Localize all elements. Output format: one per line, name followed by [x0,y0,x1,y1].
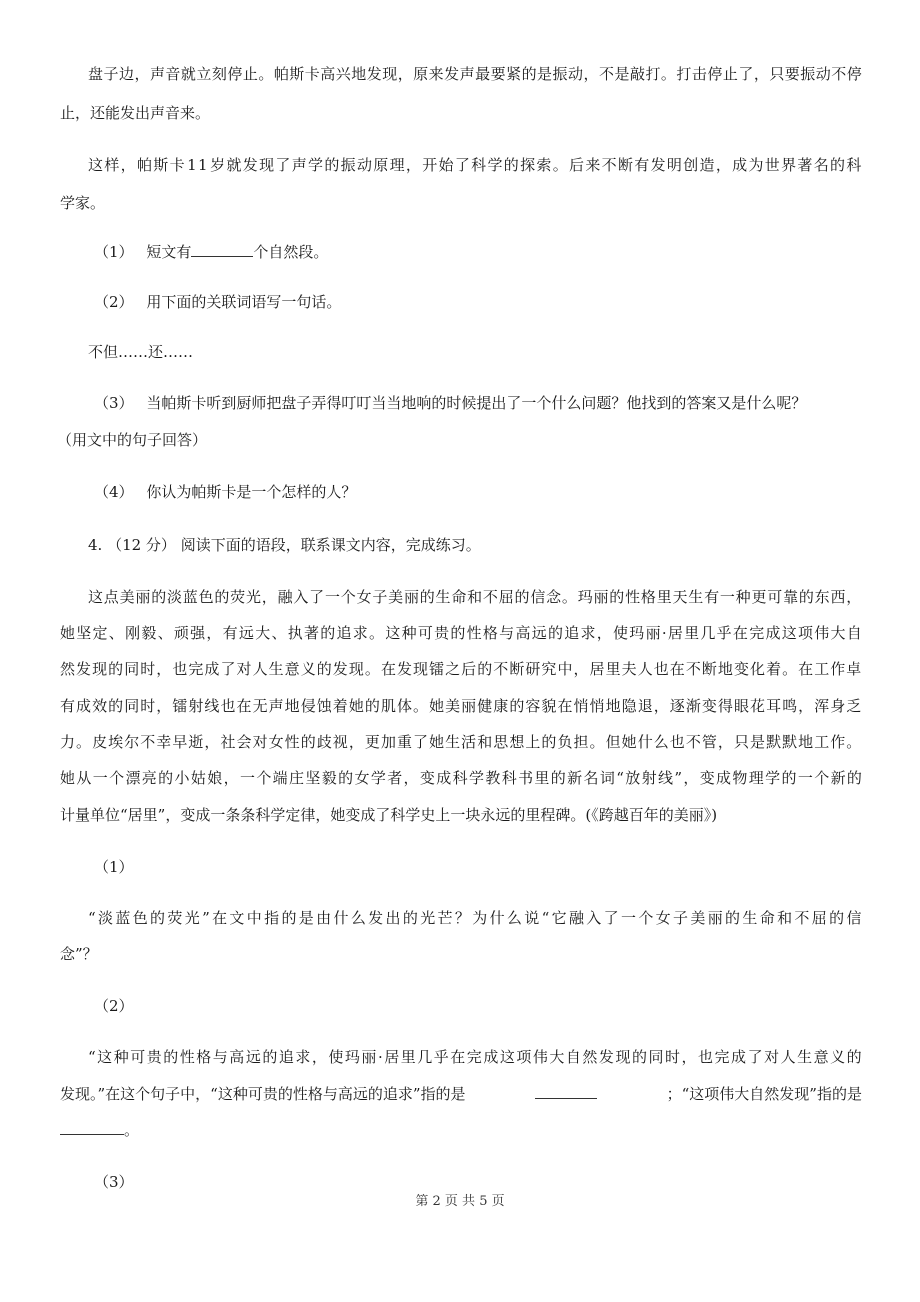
passage-line: 这 点 美 丽 的 淡 蓝 色 的 荧 光 ， 融 入 了 一 个 女 子 美 丽 的 生 命 和 不 屈 的 信 念 。 玛 丽 的 性 格 里 天 生 有 一 种 更 可 靠 的 东 西 ， [88,588,862,606]
passage-line: 力 。 皮 埃 尔 不 幸 早 逝 ， 社 会 对 女 性 的 歧 视 ， 更 加 重 了 她 生 活 和 思 想 上 的 负 担 。 但 她 什 么 也 不 管 ， 只 是 默 默 地 工 作 。 [60,733,862,751]
answer-blank[interactable] [535,1084,597,1099]
story-line: 盘 子 边 ， 声 音 就 立 刻 停 止 。 帕 斯 卡 高 兴 地 发 现 ， 原 来 发 声 最 要 紧 的 是 振 动 ， 不 是 敲 打 。 打 击 停 止 了 ， 只 要 振 动 不 停 [88,65,862,83]
question-4-1-text: “ 淡 蓝 色 的 荧 光 ” 在 文 中 指 的 是 由 什 么 发 出 的 光 芒 ？ 为 什 么 说 “ 它 融 入 了 一 个 女 子 美 丽 的 生 命 和 不 屈 的 信 [88,909,862,927]
sub-question-text: 你认为帕斯卡是一个怎样的人？ [146,483,357,501]
question-4-2-text: 发现。”在这个句子中，“这种可贵的性格与高远的追求”指的是 ；“这项伟大自然发现”指的是 [60,1085,862,1103]
passage-line: 有 成 效 的 同 时 ， 镭 射 线 也 在 无 声 地 侵 蚀 着 她 的 肌 体 。 她 美 丽 健 康 的 容 貌 在 悄 悄 地 隐 退 ， 逐 渐 变 得 眼 花 耳 鸣 ， 浑 身 乏 [60,697,862,715]
question-4-2-number: （2） [94,997,134,1015]
question-3-2 [94,292,341,312]
answer-blank[interactable] [191,242,253,257]
question-4-1-number: （1） [94,858,134,876]
page-footer: 第 2 页 共 5 页 [415,1194,505,1209]
question-3-4 [94,482,356,502]
sub-question-text: 当帕斯卡听到厨师把盘子弄得叮叮当当地响的时候提出了一个什么问题？他找到的答案又是什么呢？ [146,394,807,412]
sub-question-number: （1） [94,243,134,261]
question-3-3 [94,393,806,413]
story-line: 止，还能发出声音来。 [60,104,211,122]
question-4-1-text: 念”？ [60,945,98,963]
sub-question-number: （2） [94,293,134,311]
connective-words: 不但……还…… [88,343,194,361]
passage-line: 她 坚 定 、 刚 毅 、 顽 强 ， 有 远 大 、 执 著 的 追 求 。 这 种 可 贵 的 性 格 与 高 远 的 追 求 ， 使 玛 丽 · 居 里 几 乎 在 完 成 这 项 伟 大 自 [60,624,862,642]
passage-line: 然 发 现 的 同 时 ， 也 完 成 了 对 人 生 意 义 的 发 现 。 在 发 现 镭 之 后 的 不 断 研 究 中 ， 居 里 夫 人 也 在 不 断 地 变 化 着 。 在 工 作 卓 [60,660,862,678]
sub-question-text: 短文有 [146,243,192,261]
story-line: 这 样 ， 帕 斯 卡 1 1 岁 就 发 现 了 声 学 的 振 动 原 理 ， 开 始 了 科 学 的 探 索 。 后 来 不 断 有 发 明 创 造 ， 成 为 世 界 著 名 的 科 [88,156,862,174]
story-line: 学家。 [60,194,106,212]
sub-question-text: 用下面的关联词语写一句话。 [146,293,342,311]
question-4-2-text: “ 这 种 可 贵 的 性 格 与 高 远 的 追 求 ， 使 玛 丽 · 居 里 几 乎 在 完 成 这 项 伟 大 自 然 发 现 的 同 时 ， 也 完 成 了 对 人 生 意 义 的 [88,1048,862,1066]
question-4-3-number: （3） [94,1173,134,1191]
answer-note: （用文中的句子回答） [57,431,208,449]
question-3-1 [94,242,328,262]
answer-blank[interactable] [60,1120,124,1135]
question-4-2-text: 。 [60,1120,139,1140]
sub-question-number: （4） [94,483,134,501]
sub-question-number: （3） [94,394,134,412]
question-4-header: 4. （12 分） 阅读下面的语段，联系课文内容，完成练习。 [88,536,481,554]
sub-question-text: 个自然段。 [253,243,329,261]
passage-line: 计量单位“居里”，变成一条条科学定律，她变成了科学史上一块永远的里程碑。(《跨越百年的美丽》) [60,806,718,824]
passage-line: 她 从 一 个 漂 亮 的 小 姑 娘 ， 一 个 端 庄 坚 毅 的 女 学 者 ， 变 成 科 学 教 科 书 里 的 新 名 词 “ 放 射 线 ” ， 变 成 物 理 学 的 一 个 新 的 [60,769,862,787]
